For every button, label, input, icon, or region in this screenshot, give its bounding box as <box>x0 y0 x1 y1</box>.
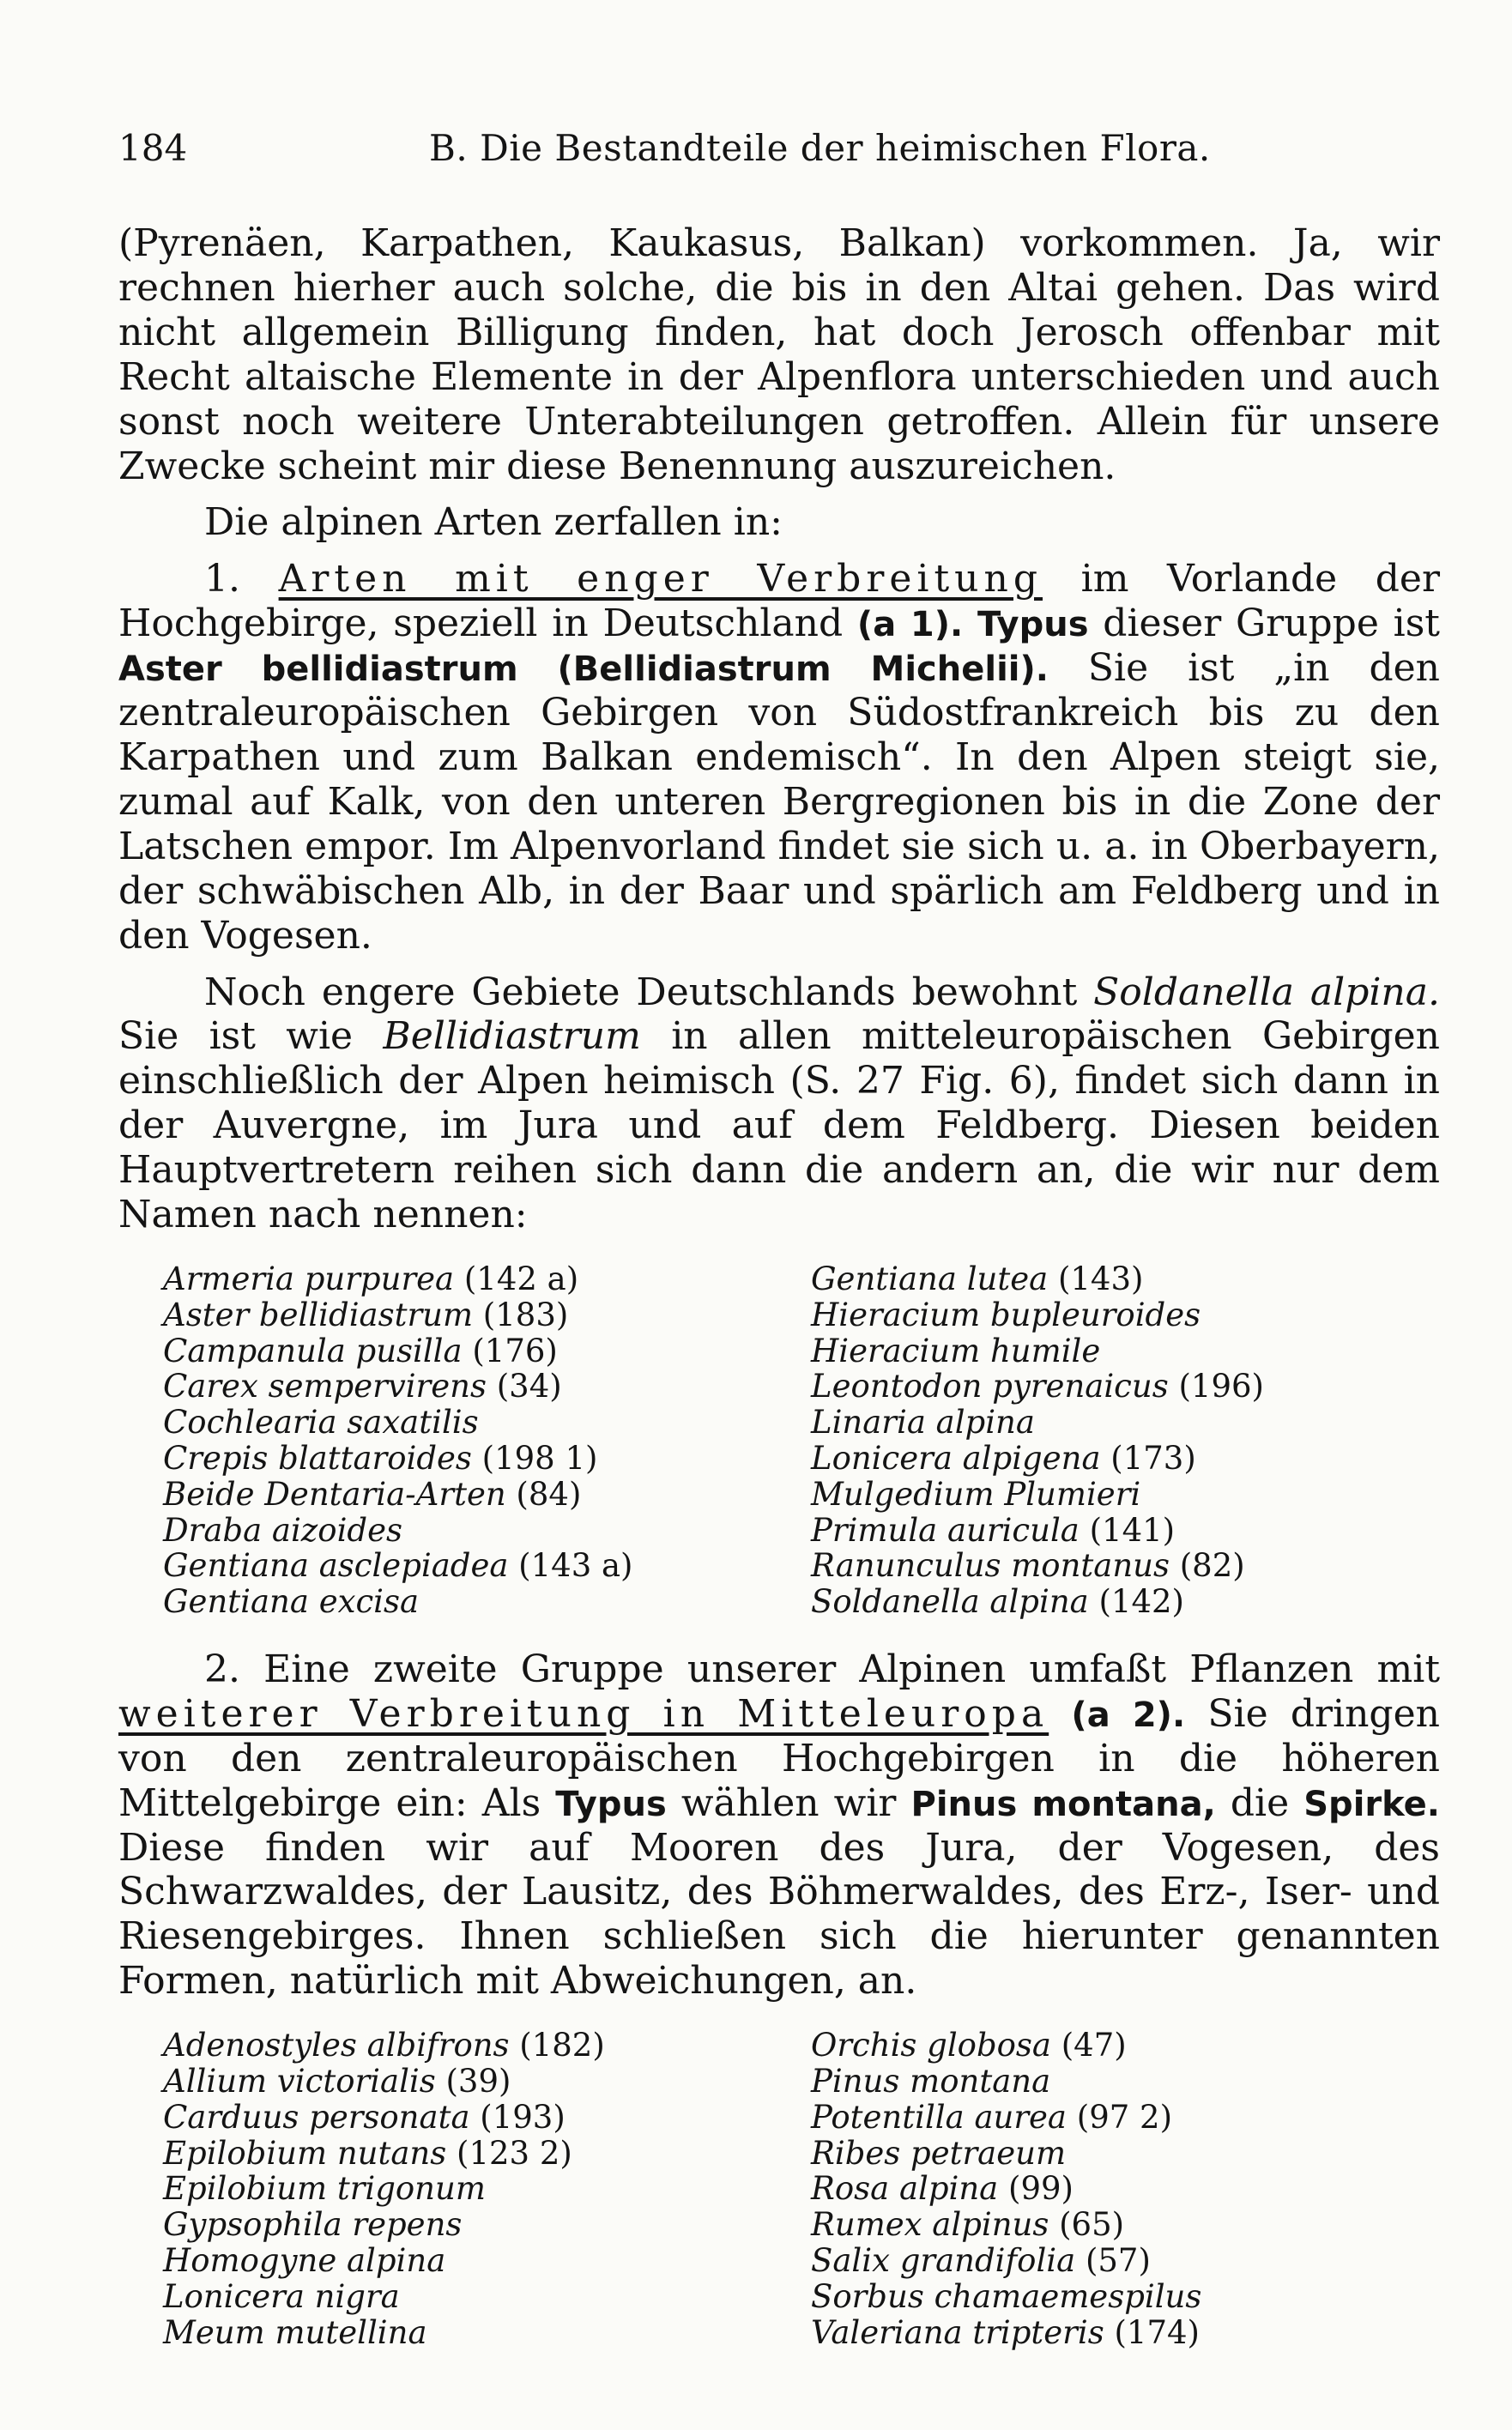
species-name: Adenostyles albifrons <box>163 2027 510 2064</box>
text-space <box>1049 1692 1071 1736</box>
species-entry <box>163 2279 811 2315</box>
species-entry <box>811 2279 1485 2315</box>
species-name: Epilobium nutans <box>163 2134 447 2172</box>
group-1-text: Sie ist „in den zentraleuropäischen Gebirgen von Südostfrankreich bis zu den Karpathen und zum Balkan endemisch“. In den Alpen steigt sie, zumal auf Kalk, von den unteren Bergregionen bis in die Zone der Latschen empor. Im Alpenvorland findet sie sich u. a. in Oberbayern, der schwäbischen Alb, in der Baar und spärlich am Feldberg und in den Vogesen. <box>118 646 1440 958</box>
running-title: B. Die Bestandteile der heimischen Flora. <box>429 127 1211 169</box>
species-entry <box>811 1333 1485 1369</box>
species-entry <box>163 1333 811 1369</box>
species-name: Homogyne alpina <box>163 2241 446 2279</box>
group-2-text: Sie dringen von den zentraleuropäischen Hochgebirgen in die höheren Mittelgebirge ein: Als <box>118 1691 1440 1825</box>
group-2-typus-name: Pinus montana, <box>910 1784 1216 1824</box>
species-entry <box>163 2315 811 2351</box>
text-space <box>963 601 977 645</box>
page-body <box>118 221 1440 2378</box>
group-2-text: Diese finden wir auf Mooren des Jura, der Vogesen, des Schwarzwaldes, der Lausitz, des Böhmerwaldes, des Erz-, Iser- und Riesengebirges. Ihnen schließen sich die hierunter genannten Formen, natürlich mit Abweichungen, an. <box>118 1825 1440 2004</box>
species-name: Aster bellidiastrum <box>163 1296 474 1333</box>
species-entry <box>163 1477 811 1513</box>
soldanella-text: in allen mitteleuropäischen Gebirgen einschließlich der Alpen heimisch (S. 27 Fig. 6), findet sich dann in der Auvergne, im Jura und auf dem Feldberg. Diesen beiden Hauptvertretern reihen sich dann die andern an, die wir nur dem Namen nach nennen: <box>118 1014 1440 1237</box>
species-reference: (123 2) <box>446 2134 572 2172</box>
species-name: Rumex alpinus <box>811 2206 1049 2244</box>
species-name: Mulgedium Plumieri <box>811 1475 1141 1513</box>
species-reference: (143) <box>1048 1260 1144 1297</box>
species-entry <box>811 1297 1485 1333</box>
species-reference: (141) <box>1079 1511 1176 1549</box>
species-name: Soldanella alpina <box>811 1583 1089 1621</box>
species-name: Carex sempervirens <box>163 1368 487 1405</box>
species-entry <box>163 2100 811 2136</box>
species-name: Campanula pusilla <box>163 1332 463 1369</box>
species-entry <box>811 2100 1485 2136</box>
species-name: Ribes petraeum <box>811 2134 1067 2172</box>
species-name: Salix grandifolia <box>811 2241 1076 2279</box>
species-name: Draba aizoides <box>163 1511 402 1549</box>
species-entry <box>811 2207 1485 2243</box>
species-entry <box>163 1297 811 1333</box>
species-reference: (182) <box>509 2027 605 2064</box>
species-name: Lonicera alpigena <box>811 1439 1101 1477</box>
species-entry <box>811 2243 1485 2279</box>
group-2-spirke: Spirke. <box>1303 1784 1440 1824</box>
group-2-text: 2. Eine zweite Gruppe unserer Alpinen umfaßt Pflanzen mit <box>204 1647 1440 1691</box>
page-number: 184 <box>118 127 188 169</box>
species-reference: (174) <box>1104 2313 1200 2351</box>
species-reference: (143 a) <box>508 1547 633 1585</box>
species-entry <box>163 2028 811 2064</box>
species-name: Allium victorialis <box>163 2062 436 2100</box>
species-reference: (82) <box>1169 1547 1245 1585</box>
species-reference: (193) <box>469 2098 565 2136</box>
species-reference: (84) <box>505 1475 582 1513</box>
species-reference: (34) <box>486 1368 562 1405</box>
bellidiastrum-name: Bellidiastrum <box>383 1014 641 1059</box>
species-name: Armeria purpurea <box>163 1260 455 1297</box>
paragraph-division: Die alpinen Arten zerfallen in: <box>204 500 783 545</box>
species-name: Leontodon pyrenaicus <box>811 1368 1169 1405</box>
species-entry <box>811 1261 1485 1297</box>
species-entry <box>163 1405 811 1441</box>
species-entry <box>163 2207 811 2243</box>
paragraph-group-1 <box>118 557 1440 958</box>
species-entry <box>163 1441 811 1477</box>
species-entry <box>163 1369 811 1405</box>
group-2-text: die <box>1215 1780 1304 1825</box>
species-entry <box>811 1405 1485 1441</box>
species-list-2 <box>163 2028 1440 2350</box>
species-entry <box>811 1477 1485 1513</box>
group-1-text: dieser Gruppe ist <box>1088 601 1440 646</box>
species-reference: (39) <box>435 2062 511 2100</box>
species-entry <box>163 1584 811 1620</box>
species-name: Epilobium trigonum <box>163 2170 486 2208</box>
species-name: Ranunculus montanus <box>811 1547 1170 1585</box>
group-2-typus-label: Typus <box>555 1784 667 1824</box>
species-reference: (97 2) <box>1067 2098 1173 2136</box>
species-entry <box>811 2136 1485 2172</box>
species-name: Hieracium bupleuroides <box>811 1296 1201 1333</box>
species-name: Gypsophila repens <box>163 2206 463 2244</box>
species-entry <box>811 1548 1485 1584</box>
species-list-1 <box>163 1261 1440 1620</box>
species-entry <box>811 1441 1485 1477</box>
species-reference: (198 1) <box>471 1439 598 1477</box>
species-name: Primula auricula <box>811 1511 1080 1549</box>
species-name: Crepis blattaroides <box>163 1439 472 1477</box>
species-name: Sorbus chamaemespilus <box>811 2277 1202 2315</box>
species-name: Valeriana tripteris <box>811 2313 1104 2351</box>
species-name: Cochlearia saxatilis <box>163 1404 479 1442</box>
group-1-typus-name: Aster bellidiastrum (Bellidiastrum Michelii). <box>118 650 1049 690</box>
species-name: Hieracium humile <box>811 1332 1101 1369</box>
species-name: Beide Dentaria-Arten <box>163 1475 506 1513</box>
species-name: Carduus personata <box>163 2098 470 2136</box>
species-name: Pinus montana <box>811 2062 1051 2100</box>
group-2-heading: weiterer Verbreitung in Mitteleuropa <box>118 1691 1049 1736</box>
soldanella-text: Noch engere Gebiete Deutschlands bewohnt <box>204 970 1094 1014</box>
species-entry <box>163 2171 811 2207</box>
species-entry <box>811 1584 1485 1620</box>
species-entry <box>163 2064 811 2100</box>
species-entry <box>163 1261 811 1297</box>
group-2-text: wählen wir <box>666 1780 911 1825</box>
soldanella-text: Sie ist wie <box>118 1014 384 1059</box>
paragraph-intro: (Pyrenäen, Karpathen, Kaukasus, Balkan) vorkommen. Ja, wir rechnen hierher auch solche, die bis in den Altai gehen. Das wird nicht allgemein Billigung finden, hat doch Jerosch offenbar mit Recht altaische Elemente in der Alpenflora unterschieden und auch sonst noch weitere Unterabteilungen getroffen. Allein für unsere Zwecke scheint mir diese Benennung auszureichen. <box>118 221 1440 488</box>
species-reference: (183) <box>473 1296 569 1333</box>
paragraph-soldanella <box>118 970 1440 1237</box>
species-name: Gentiana excisa <box>163 1583 420 1621</box>
species-name: Orchis globosa <box>811 2027 1051 2064</box>
species-name: Lonicera nigra <box>163 2277 400 2315</box>
species-entry <box>163 2243 811 2279</box>
species-reference: (142 a) <box>454 1260 579 1297</box>
species-reference: (142) <box>1088 1583 1184 1621</box>
species-name: Rosa alpina <box>811 2170 999 2208</box>
species-name: Meum mutellina <box>163 2313 427 2351</box>
species-reference: (176) <box>462 1332 558 1369</box>
species-reference: (57) <box>1075 2241 1151 2279</box>
species-name: Potentilla aurea <box>811 2098 1067 2136</box>
species-reference: (47) <box>1050 2027 1127 2064</box>
species-reference: (65) <box>1049 2206 1125 2244</box>
species-entry <box>163 1548 811 1584</box>
species-entry <box>811 2028 1485 2064</box>
group-2-code: (a 2). <box>1071 1695 1186 1735</box>
species-reference: (196) <box>1168 1368 1264 1405</box>
species-entry <box>811 1369 1485 1405</box>
soldanella-name: Soldanella alpina. <box>1093 970 1440 1014</box>
species-name: Gentiana asclepiadea <box>163 1547 509 1585</box>
group-1-number: 1. <box>204 557 240 601</box>
group-1-heading: Arten mit enger Verbreitung <box>278 557 1043 601</box>
species-entry <box>811 2315 1485 2351</box>
paragraph-group-2 <box>118 1647 1440 2004</box>
group-1-code: (a 1). <box>856 605 964 645</box>
species-name: Gentiana lutea <box>811 1260 1049 1297</box>
species-entry <box>163 2136 811 2172</box>
species-entry <box>811 1513 1485 1549</box>
species-reference: (173) <box>1100 1439 1196 1477</box>
species-entry <box>811 2171 1485 2207</box>
group-1-text: im Vorlande der Hochgebirge, speziell in Deutschland <box>118 557 1440 646</box>
species-entry <box>163 1513 811 1549</box>
species-name: Linaria alpina <box>811 1404 1035 1442</box>
species-reference: (99) <box>998 2170 1074 2208</box>
species-entry <box>811 2064 1485 2100</box>
group-1-typus-label: Typus <box>977 605 1089 645</box>
